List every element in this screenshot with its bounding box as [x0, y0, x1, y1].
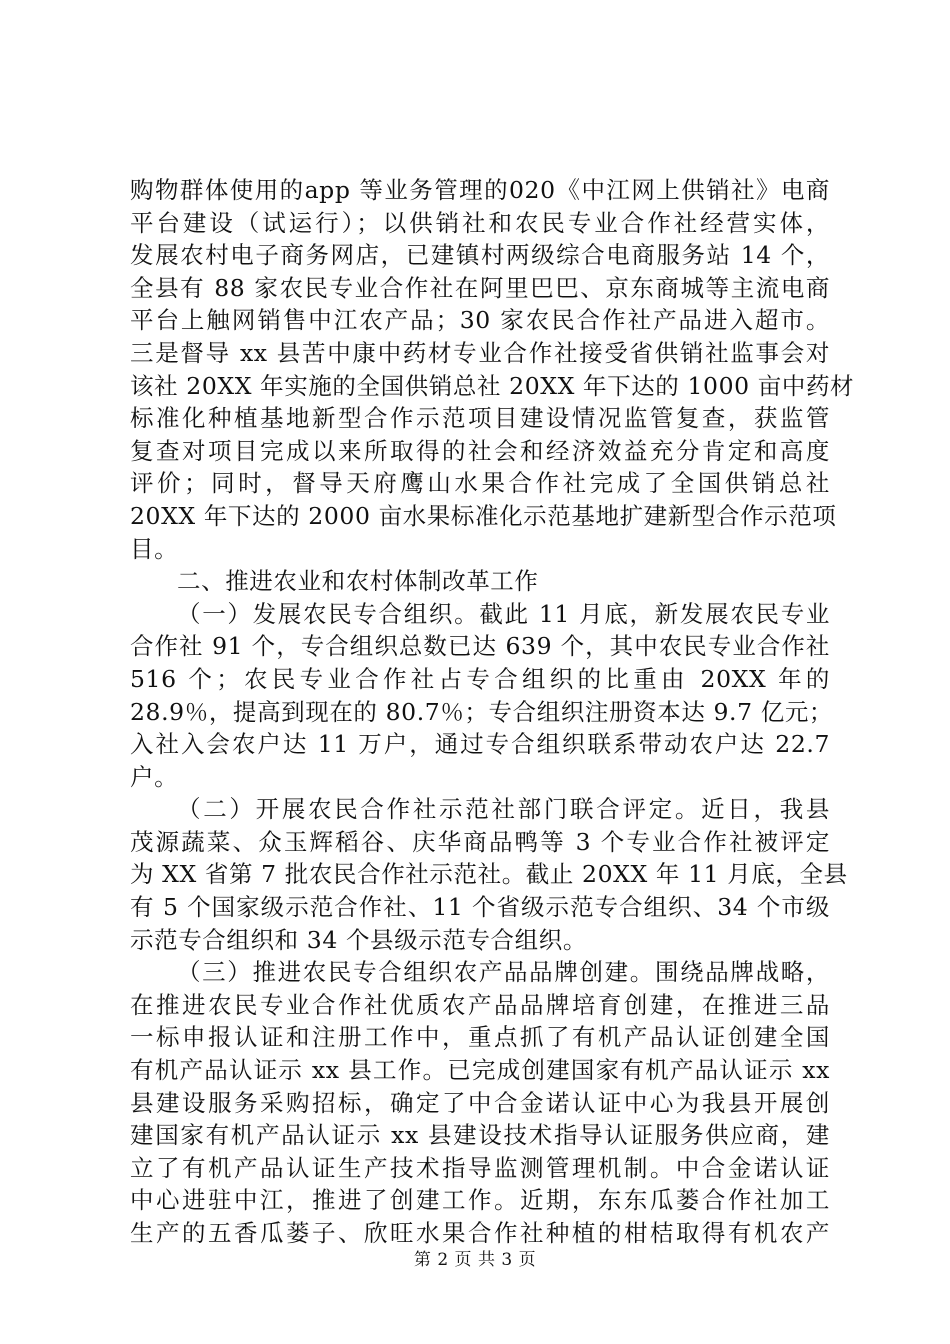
document-body — [130, 174, 855, 1250]
text-line: 平台建设（试运行）；以供销社和农民专业合作社经营实体， — [130, 208, 830, 237]
paragraph-first-line: （一）发展农民专合组织。截此 11 月底，新发展农民专业 — [177, 599, 830, 628]
text-line: 为 XX 省第 7 批农民合作社示范社。截止 20XX 年 11 月底，全县 — [130, 860, 848, 889]
text-line: 该社 20XX 年实施的全国供销总社 20XX 年下达的 1000 亩中药材 — [130, 371, 855, 400]
text-line: 户。 — [130, 762, 179, 791]
text-line: 中心进驻中江，推进了创建工作。近期，东东瓜蒌合作社加工 — [130, 1186, 830, 1215]
text-line: 发展农村电子商务网店，已建镇村两级综合电商服务站 14 个， — [130, 241, 830, 270]
page-number-footer: 第 2 页 共 3 页 — [413, 1250, 537, 1270]
text-line: 购物群体使用的app 等业务管理的020《中江网上供销社》电商 — [130, 176, 830, 204]
text-line: 茂源蔬菜、众玉辉稻谷、庆华商品鸭等 3 个专业合作社被评定 — [130, 827, 830, 856]
text-line: 一标申报认证和注册工作中，重点抓了有机产品认证创建全国 — [130, 1023, 830, 1052]
text-line: 立了有机产品认证生产技术指导监测管理机制。中合金诺认证 — [130, 1153, 830, 1182]
text-line: 合作社 91 个，专合组织总数已达 639 个，其中农民专业合作社 — [130, 632, 830, 661]
text-line: 20XX 年下达的 2000 亩水果标准化示范基地扩建新型合作示范项 — [130, 501, 837, 530]
text-line: 标准化种植基地新型合作示范项目建设情况监管复查，获监管 — [130, 404, 830, 433]
text-line: 516 个；农民专业合作社占专合组织的比重由 20XX 年的 — [130, 664, 830, 693]
text-line: 生产的五香瓜蒌子、欣旺水果合作社种植的柑桔取得有机农产 — [130, 1219, 830, 1247]
text-line: 复查对项目完成以来所取得的社会和经济效益充分肯定和高度 — [130, 436, 830, 465]
text-line: 目。 — [130, 534, 179, 563]
text-line: 有机产品认证示 xx 县工作。已完成创建国家有机产品认证示 xx — [130, 1056, 830, 1085]
paragraph-first-line: （二）开展农民合作社示范社部门联合评定。近日，我县 — [177, 795, 830, 824]
text-line: 在推进农民专业合作社优质农产品品牌培育创建，在推进三品 — [130, 990, 830, 1019]
text-line: 县建设服务采购招标，确定了中合金诺认证中心为我县开展创 — [130, 1088, 830, 1117]
text-line: 入社入会农户达 11 万户，通过专合组织联系带动农户达 22.7 — [130, 730, 830, 759]
text-line: 三是督导 xx 县苦中康中药材专业合作社接受省供销社监事会对 — [130, 338, 830, 367]
text-line: 全县有 88 家农民专业合作社在阿里巴巴、京东商城等主流电商 — [130, 273, 830, 302]
paragraph-first-line: （三）推进农民专合组织农产品品牌创建。围绕品牌战略， — [177, 958, 830, 987]
text-line: 有 5 个国家级示范合作社、11 个省级示范专合组织、34 个市级 — [130, 893, 830, 922]
text-line: 评价；同时，督导天府鹰山水果合作社完成了全国供销总社 — [130, 469, 830, 498]
section-heading: 二、推进农业和农村体制改革工作 — [177, 567, 539, 596]
text-line: 平台上触网销售中江农产品；30 家农民合作社产品进入超市。 — [130, 306, 830, 335]
text-line: 建国家有机产品认证示 xx 县建设技术指导认证服务供应商，建 — [130, 1121, 830, 1150]
text-line: 28.9％，提高到现在的 80.7％；专合组织注册资本达 9.7 亿元； — [130, 697, 834, 726]
text-line: 示范专合组织和 34 个县级示范专合组织。 — [130, 925, 587, 954]
